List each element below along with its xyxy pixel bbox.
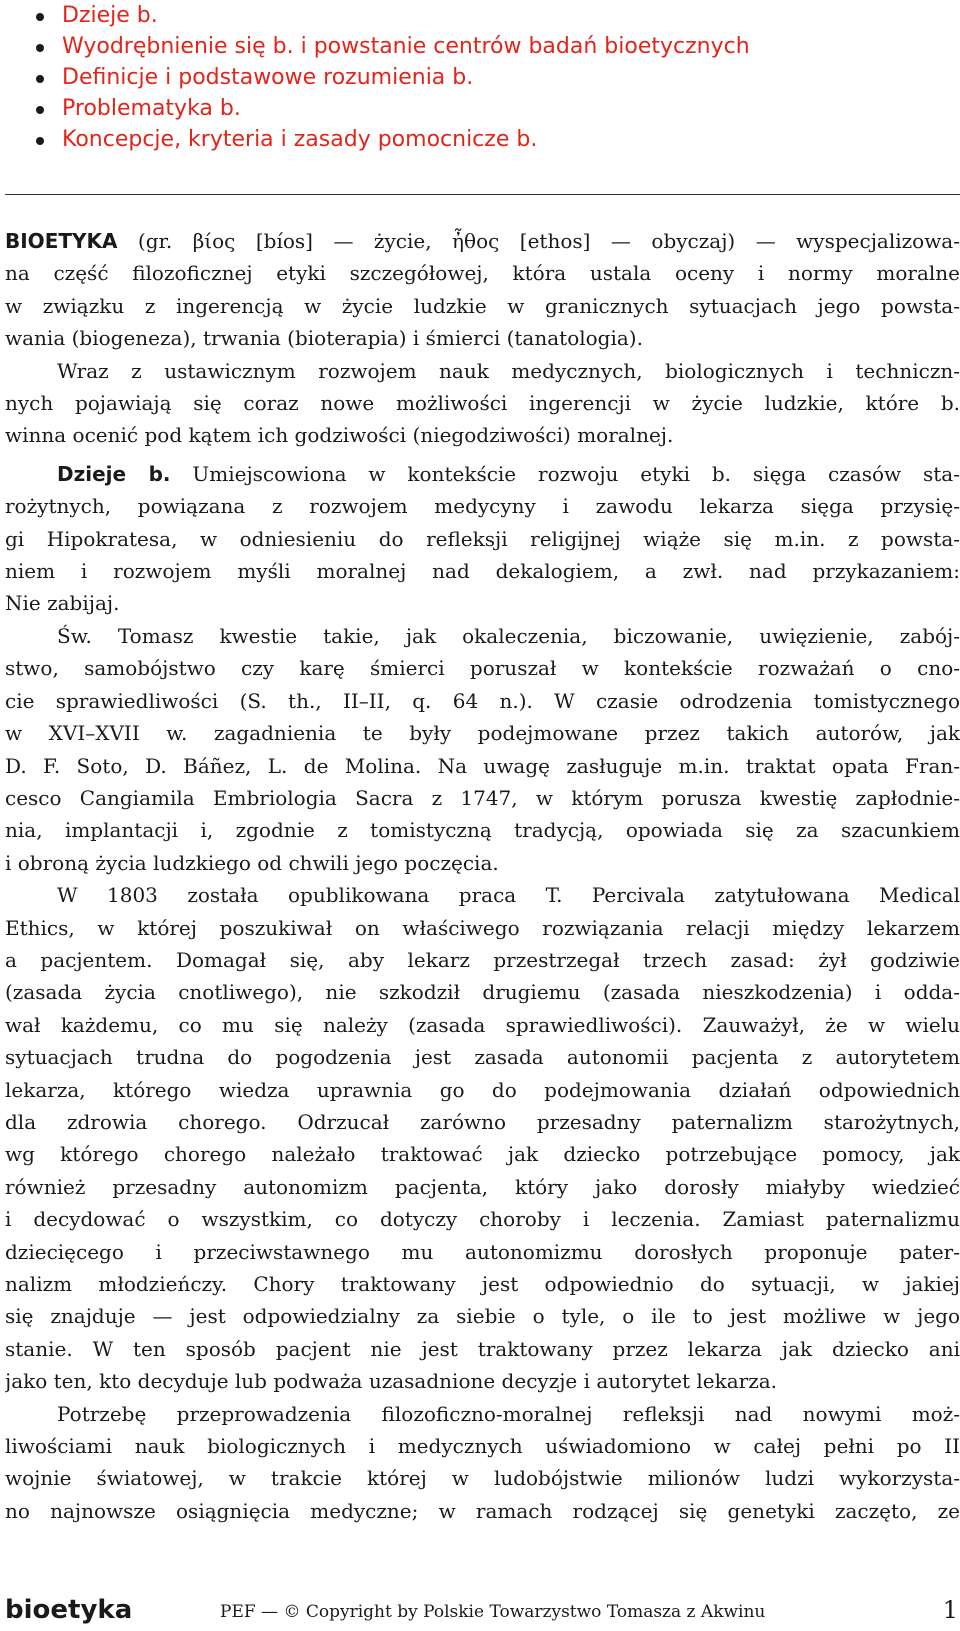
text-line: wg którego chorego należało traktować jak dziecko potrzebujące pomocy, jak xyxy=(5,1142,960,1167)
text-line: dziecięcego i przeciwstawnego mu autonomizmu dorosłych proponuje pater- xyxy=(5,1239,960,1264)
entry-headword: BIOETYKA xyxy=(5,229,118,253)
paragraph-potrzebe xyxy=(5,1398,960,1528)
text-line: winna ocenić pod kątem ich godziwości (niegodziwości) moralnej. xyxy=(5,423,674,448)
page-footer xyxy=(5,1593,960,1627)
text-line: W 1803 została opublikowana praca T. Percivala zatytułowana Medical xyxy=(57,883,960,908)
text-line: nalizm młodzieńczy. Chory traktowany jest odpowiednio do sytuacji, w jakiej xyxy=(5,1272,960,1296)
section-dzieje xyxy=(5,458,960,620)
text-line: niem i rozwojem myśli moralnej nad dekalogiem, a zwł. nad przykazaniem: xyxy=(5,559,960,584)
paragraph-development xyxy=(5,355,960,452)
toc-link-koncepcje[interactable]: Koncepcje, kryteria i zasady pomocnicze b. xyxy=(36,124,750,155)
text-line: wojnie światowej, w trakcie której w ludobójstwie milionów ludzi wykorzysta- xyxy=(5,1466,960,1491)
text-line: wania (biogeneza), trwania (bioterapia) i śmierci (tanatologia). xyxy=(5,326,643,351)
text-line: gi Hipokratesa, w odniesieniu do refleksji religijnej wiąże się m.in. z powsta- xyxy=(5,526,960,551)
toc-link-problematyka[interactable]: Problematyka b. xyxy=(36,93,750,124)
text-line: cie sprawiedliwości (S. th., II–II, q. 64 n.). W czasie odrodzenia tomistycznego xyxy=(5,688,960,713)
text-line: rożytnych, powiązana z rozwojem medycyny i zawodu lekarza sięga przysię- xyxy=(5,494,960,519)
text-line: liwościami nauk biologicznych i medycznych uświadomiono w całej pełni po II xyxy=(5,1434,960,1459)
text-line: i decydować o wszystkim, co dotyczy choroby i leczenia. Zamiast paternalizmu xyxy=(5,1207,960,1232)
toc-link-definicje[interactable]: Definicje i podstawowe rozumienia b. xyxy=(36,62,750,93)
text-line-fragment: (gr. βίος [bíos] — życie, ἦθος [ethos] — obyczaj) — wyspecjalizowa- xyxy=(117,229,960,253)
text-line: dla zdrowia chorego. Odrzucał zarówno przesadny paternalizm starożytnych, xyxy=(5,1109,960,1134)
text-line: i obroną życia ludzkiego od chwili jego poczęcia. xyxy=(5,850,499,875)
paragraph-percival xyxy=(5,879,960,1398)
text-line xyxy=(5,225,960,257)
text-line-fragment: Umiejscowiona w kontekście rozwoju etyki b. sięga czasów sta- xyxy=(170,461,960,486)
text-line: na część filozoficznej etyki szczegółowej, która ustala oceny i normy moralne xyxy=(5,261,960,286)
article-body xyxy=(5,225,960,1527)
text-line: Ethics, w której poszukiwał on właściwego rozwiązania relacji między lekarzem xyxy=(5,915,960,940)
text-line: Wraz z ustawicznym rozwojem nauk medycznych, biologicznych i techniczn- xyxy=(57,358,960,383)
text-line: nych pojawiają się coraz nowe możliwości ingerencji w życie ludzkie, które b. xyxy=(5,391,960,416)
text-line: stanie. W ten sposób pacjent nie jest traktowany przez lekarza jak dziecko ani xyxy=(5,1336,960,1361)
text-line: również przesadny autonomizm pacjenta, który jako dorosły miałyby wiedzieć xyxy=(5,1174,960,1199)
text-line: D. F. Soto, D. Báñez, L. de Molina. Na uwagę zasługuje m.in. traktat opata Fran- xyxy=(5,753,960,778)
text-line: Nie zabijaj. xyxy=(5,591,120,616)
footer-entry-title: bioetyka xyxy=(5,1595,133,1625)
text-line: jako ten, kto decyduje lub podważa uzasadnione decyzje i autorytet lekarza. xyxy=(5,1369,778,1394)
text-line: sytuacjach trudna do pogodzenia jest zasada autonomii pacjenta z autorytetem xyxy=(5,1045,960,1070)
text-line: się znajduje — jest odpowiedzialny za siebie o tyle, o ile to jest możliwe w jego xyxy=(5,1304,960,1329)
text-line: w XVI–XVII w. zagadnienia te były podejmowane przez takich autorów, jak xyxy=(5,721,960,746)
text-line: (zasada życia cnotliwego), nie szkodził drugiemu (zasada nieszkodzenia) i odda- xyxy=(5,980,960,1005)
section-heading-dzieje: Dzieje b. xyxy=(57,461,171,486)
text-line: lekarza, którego wiedza uprawnia go do podejmowania działań odpowiednich xyxy=(5,1077,960,1102)
footer-copyright: PEF — © Copyright by Polskie Towarzystwo Tomasza z Akwinu xyxy=(220,1602,766,1622)
text-line: w związku z ingerencją w życie ludzkie w granicznych sytuacjach jego powsta- xyxy=(5,293,960,318)
text-line: wał każdemu, co mu się należy (zasada sprawiedliwości). Zauważył, że w wielu xyxy=(5,1012,960,1037)
section-divider xyxy=(5,194,960,195)
text-line: Potrzebę przeprowadzenia filozoficzno-moralnej refleksji nad nowymi moż- xyxy=(57,1401,960,1426)
text-line: no najnowsze osiągnięcia medyczne; w ramach rodzącej się genetyki zaczęto, ze xyxy=(5,1498,960,1523)
paragraph-tomasz xyxy=(5,620,960,879)
text-line: Św. Tomasz kwestie takie, jak okaleczenia, biczowanie, uwięzienie, zabój- xyxy=(57,623,960,648)
paragraph-definition xyxy=(5,225,960,355)
text-line: nia, implantacji i, zgodnie z tomistyczną tradycją, opowiada się za szacunkiem xyxy=(5,818,960,843)
text-line: cesco Cangiamila Embriologia Sacra z 1747, w którym porusza kwestię zapłodnie- xyxy=(5,785,960,810)
text-line xyxy=(5,458,960,490)
table-of-contents xyxy=(36,0,750,155)
page-number: 1 xyxy=(942,1596,958,1624)
toc-link-wyodrebnienie[interactable]: Wyodrębnienie się b. i powstanie centrów badań bioetycznych xyxy=(36,31,750,62)
text-line: a pacjentem. Domagał się, aby lekarz przestrzegał trzech zasad: żył godziwie xyxy=(5,947,960,972)
toc-link-dzieje[interactable]: Dzieje b. xyxy=(36,0,750,31)
text-line: stwo, samobójstwo czy karę śmierci poruszał w kontekście rozważań o cno- xyxy=(5,656,960,681)
